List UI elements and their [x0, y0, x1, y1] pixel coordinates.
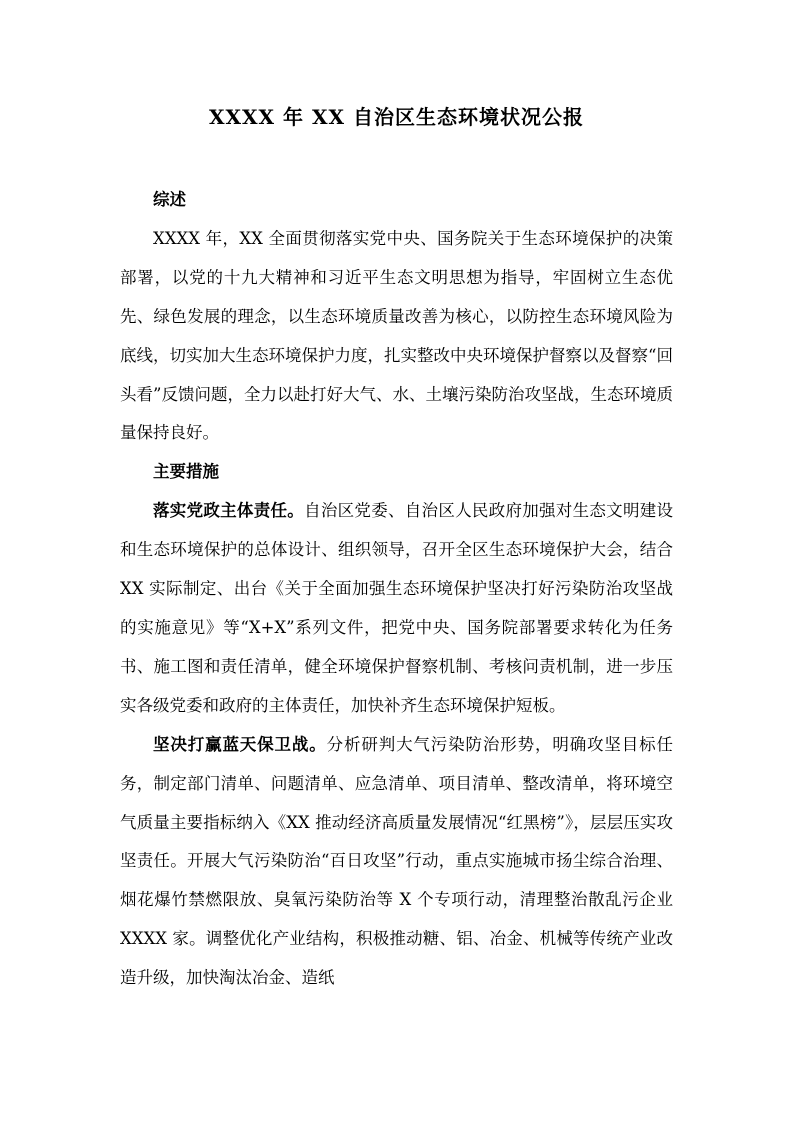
- overview-paragraph: XXXX 年，XX 全面贯彻落实党中央、国务院关于生态环境保护的决策部署，以党的十九大精神和习近平生态文明思想为指导，牢固树立生态优先、绿色发展的理念，以生态环境质量改善为核心，以防控生态环境风险为底线，切实加大生态环境保护力度，扎实整改中央环境保护督察以及督察“回头看”反馈问题，全力以赴打好大气、水、土壤污染防治攻坚战，生态环境质量保持良好。: [120, 228, 673, 443]
- document-body: [120, 181, 673, 998]
- measure-text-1: 自治区党委、自治区人民政府加强对生态文明建设和生态环境保护的总体设计、组织领导，召开全区生态环境保护大会，结合 XX 实际制定、出台《关于全面加强生态环境保护坚决打好污染防治攻坚战的实施意见》等“X+X”系列文件，把党中央、国务院部署要求转化为任务书、施工图和责任清单，健全环境保护督察机制、考核问责机制，进一步压实各级党委和政府的主体责任，加快补齐生态环境保护短板。: [120, 501, 674, 715]
- section-heading-measures: 主要措施: [153, 462, 219, 482]
- measure-paragraph-2: [120, 726, 673, 998]
- measure-lead-1: 落实党政主体责任。: [153, 501, 305, 521]
- document-title: XXXX 年 XX 自治区生态环境状况公报: [209, 105, 584, 129]
- measure-paragraph-1: [120, 492, 673, 725]
- section-heading-overview: 综述: [153, 190, 186, 209]
- measure-text-2: 分析研判大气污染防治形势，明确攻坚目标任务，制定部门清单、问题清单、应急清单、项目清单、整改清单，将环境空气质量主要指标纳入《XX 推动经济高质量发展情况“红黑榜”》，层层压实攻坚责任。开展大气污染防治“百日攻坚”行动，重点实施城市扬尘综合治理、烟花爆竹禁燃限放、臭氧污染防治等 X 个专项行动，清理整治散乱污企业 XXXX 家。调整优化产业结构，积极推动糖、铝、冶金、机械等传统产业改造升级，加快淘汰冶金、造纸: [120, 734, 674, 988]
- measure-lead-2: 坚决打赢蓝天保卫战。: [153, 734, 327, 754]
